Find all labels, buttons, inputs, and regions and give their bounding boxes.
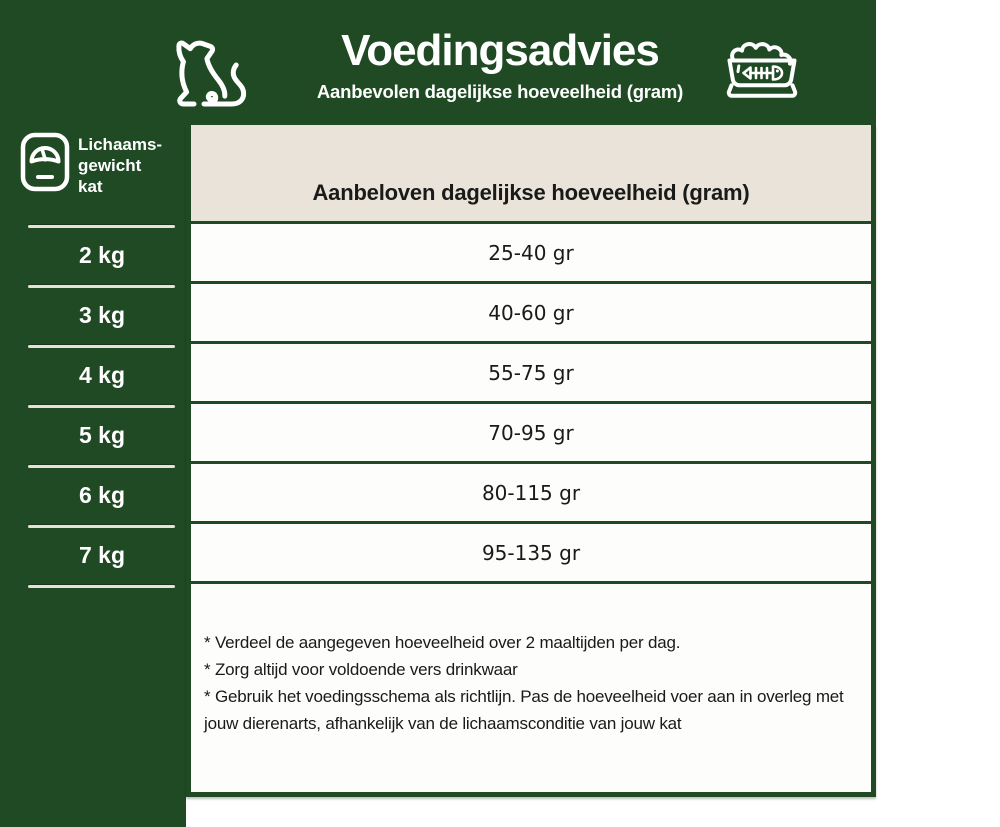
feeding-table (186, 125, 876, 797)
weight-column-label-line1: Lichaams- (78, 135, 163, 154)
cat-outline-icon (163, 14, 263, 110)
weight-scale-icon (20, 132, 70, 192)
table-row: 95-135 gr (191, 524, 871, 584)
footnote: * Zorg altijd voor voldoende vers drinkwaar (204, 660, 518, 679)
weight-label: 3 kg (78, 302, 126, 328)
food-bowl-fishbone-icon (714, 36, 810, 102)
separator-line (28, 405, 175, 408)
separator-line (28, 465, 175, 468)
separator-line (28, 285, 175, 288)
weight-label: 5 kg (78, 422, 126, 448)
table-row: 40-60 gr (191, 284, 871, 344)
weight-label: 6 kg (78, 482, 126, 508)
weight-column-background (0, 0, 186, 827)
page-subtitle: Aanbevolen dagelijkse hoeveelheid (gram) (316, 81, 684, 102)
separator-line (28, 225, 175, 228)
weight-column-label (78, 134, 162, 197)
table-header: Aanbeloven dagelijkse hoeveelheid (gram) (191, 125, 871, 224)
weight-label: 2 kg (78, 242, 126, 268)
footnote: * Verdeel de aangegeven hoeveelheid over 2 maaltijden per dag. (204, 633, 681, 652)
footnote: * Gebruik het voedingsschema als richtlijn. Pas de hoeveelheid voer aan in overleg met jouw dierenarts, afhankelijk van de lichaamsconditie van jouw kat (204, 687, 844, 733)
footnotes (191, 584, 871, 792)
page-title: Voedingsadvies (341, 26, 659, 75)
weight-column-label-line3: kat (78, 177, 103, 196)
separator-line (28, 585, 175, 588)
separator-line (28, 525, 175, 528)
weight-label: 4 kg (78, 362, 126, 388)
separator-line (28, 345, 175, 348)
header (250, 26, 750, 103)
weight-label: 7 kg (78, 542, 126, 568)
table-row: 25-40 gr (191, 224, 871, 284)
table-row: 80-115 gr (191, 464, 871, 524)
table-row: 70-95 gr (191, 404, 871, 464)
weight-column-label-line2: gewicht (78, 156, 142, 175)
table-row: 55-75 gr (191, 344, 871, 404)
